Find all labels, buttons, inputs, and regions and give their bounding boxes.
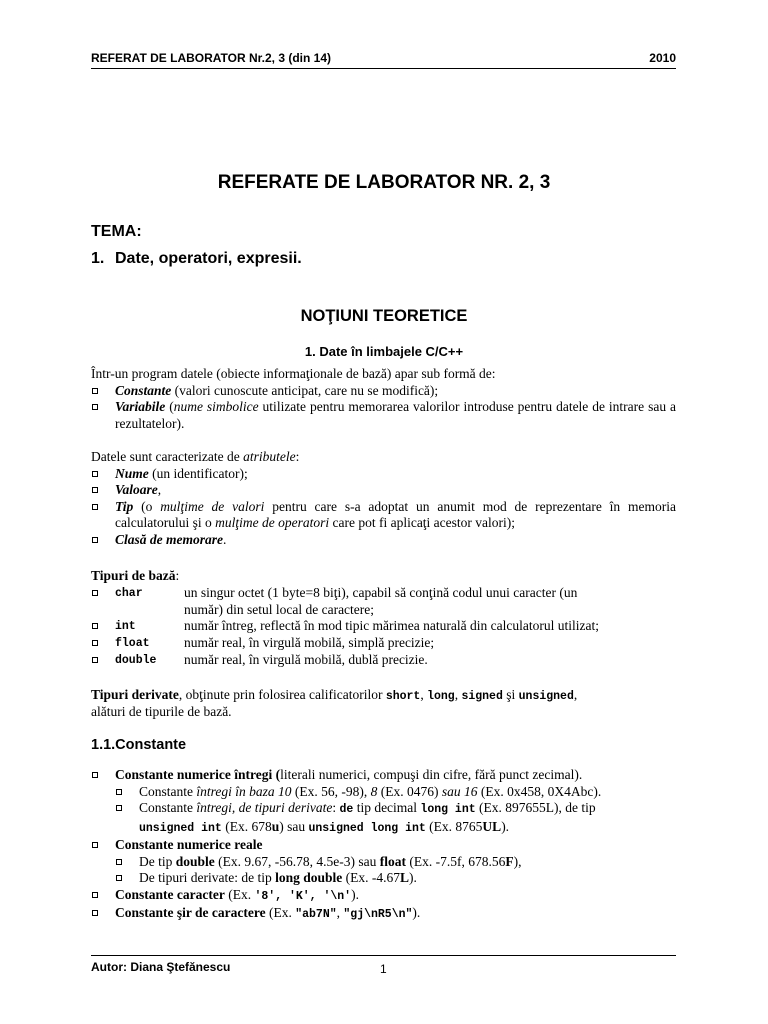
tema-item bbox=[91, 250, 302, 268]
sub-list-item: De tip double (Ex. 9.67, -56.78, 4.5e-3) sau float (Ex. -7.5f, 678.56F), bbox=[91, 854, 676, 871]
subsection-heading: 1. Date în limbajele C/C++ bbox=[304, 344, 464, 359]
type-description: număr real, în virgulă mobilă, dublă precizie. bbox=[184, 651, 428, 667]
list-item: Constante numerice reale bbox=[91, 837, 676, 854]
page-footer bbox=[91, 955, 676, 976]
type-row bbox=[91, 618, 676, 635]
basic-types bbox=[91, 568, 676, 669]
tema-item-text: Date, operatori, expresii. bbox=[115, 250, 302, 267]
type-name: char bbox=[115, 586, 143, 600]
page-header bbox=[91, 50, 676, 69]
checkbox-bullet-icon bbox=[92, 487, 98, 493]
list-item: Valoare, bbox=[91, 482, 676, 499]
sub-list-item: De tipuri derivate: de tip long double (Ex. -4.67L). bbox=[91, 870, 676, 887]
section-heading: NOŢIUNI TEORETICE bbox=[300, 307, 468, 325]
derived-types bbox=[91, 687, 676, 721]
paragraph-intro: Datele sunt caracterizate de atributele: bbox=[91, 449, 300, 464]
type-description: număr) din setul local de caractere; bbox=[184, 601, 375, 617]
type-row bbox=[91, 635, 676, 652]
type-description: un singur octet (1 byte=8 biţi), capabil să conţină codul unui caracter (un bbox=[184, 584, 578, 600]
paragraph-attributes bbox=[91, 449, 676, 548]
footer-author: Autor: Diana Ştefănescu bbox=[91, 960, 231, 974]
list-item: Nume (un identificator); bbox=[91, 466, 676, 483]
checkbox-bullet-icon bbox=[116, 805, 122, 811]
type-row bbox=[91, 585, 676, 602]
checkbox-bullet-icon bbox=[92, 910, 98, 916]
checkbox-bullet-icon bbox=[92, 404, 98, 410]
constants-list bbox=[91, 767, 676, 924]
page-number: 1 bbox=[380, 962, 387, 976]
type-description: număr real, în virgulă mobilă, simplă precizie; bbox=[184, 635, 435, 651]
checkbox-bullet-icon bbox=[116, 875, 122, 881]
checkbox-bullet-icon bbox=[92, 892, 98, 898]
checkbox-bullet-icon bbox=[92, 537, 98, 543]
list-item: Variabile (nume simbolice utilizate pentru memorarea valorilor introduse pentru datele de intrare sau a rezultatelor). bbox=[91, 399, 676, 432]
header-title: REFERAT DE LABORATOR Nr.2, 3 (din 14) bbox=[91, 51, 332, 65]
list-item: Constante şir de caractere (Ex. "ab7N", "gj\nR5\n"). bbox=[91, 905, 676, 924]
derived-types-line: Tipuri derivate, obţinute prin folosirea calificatorilor short, long, signed şi unsigned, bbox=[91, 687, 578, 703]
type-name: int bbox=[115, 620, 136, 634]
derived-types-line: alături de tipurile de bază. bbox=[91, 703, 232, 719]
list-item: Constante (valori cunoscute anticipat, care nu se modifică); bbox=[91, 383, 676, 400]
list-item: Constante numerice întregi (literali numerici, compuşi din cifre, fără punct zecimal). bbox=[91, 767, 676, 784]
checkbox-bullet-icon bbox=[92, 623, 98, 629]
list-item: Tip (o mulţime de valori pentru care s-a adoptat un anumit mod de reprezentare în memoria calculatorului şi o mulţime de operatori care pot fi aplicaţi acestor valori); bbox=[91, 499, 676, 532]
checkbox-bullet-icon bbox=[92, 471, 98, 477]
checkbox-bullet-icon bbox=[92, 772, 98, 778]
tema-label: TEMA: bbox=[91, 223, 142, 240]
checkbox-bullet-icon bbox=[92, 590, 98, 596]
list-item: Constante caracter (Ex. '8', 'K', '\n'). bbox=[91, 887, 676, 906]
type-name: double bbox=[115, 653, 157, 667]
checkbox-bullet-icon bbox=[92, 388, 98, 394]
checkbox-bullet-icon bbox=[92, 640, 98, 646]
type-row bbox=[91, 652, 676, 669]
type-description: număr întreg, reflectă în mod tipic mărimea naturală din calculatorul utilizat; bbox=[184, 618, 599, 634]
sub-list-item: Constante întregi, de tipuri derivate: de tip decimal long int (Ex. 897655L), de tip unsigned int (Ex. 678u) sau unsigned long int (Ex. 8765UL). bbox=[91, 800, 676, 837]
tema-item-number: 1. bbox=[91, 250, 105, 267]
paragraph-data-forms bbox=[91, 366, 676, 432]
type-row-continuation bbox=[91, 602, 676, 619]
header-year: 2010 bbox=[649, 51, 676, 65]
checkbox-bullet-icon bbox=[116, 859, 122, 865]
checkbox-bullet-icon bbox=[92, 842, 98, 848]
checkbox-bullet-icon bbox=[92, 504, 98, 510]
type-name: float bbox=[115, 637, 150, 651]
paragraph-intro: Într-un program datele (obiecte informaţionale de bază) apar sub formă de: bbox=[91, 366, 496, 381]
list-item: Clasă de memorare. bbox=[91, 532, 676, 549]
subsection-heading-constants: 1.1.Constante bbox=[91, 737, 187, 753]
basic-types-label: Tipuri de bază: bbox=[91, 568, 180, 583]
document-title: REFERATE DE LABORATOR NR. 2, 3 bbox=[217, 172, 551, 193]
checkbox-bullet-icon bbox=[116, 789, 122, 795]
checkbox-bullet-icon bbox=[92, 657, 98, 663]
sub-list-item: Constante întregi în baza 10 (Ex. 56, -98), 8 (Ex. 0476) sau 16 (Ex. 0x458, 0X4Abc). bbox=[91, 784, 676, 801]
